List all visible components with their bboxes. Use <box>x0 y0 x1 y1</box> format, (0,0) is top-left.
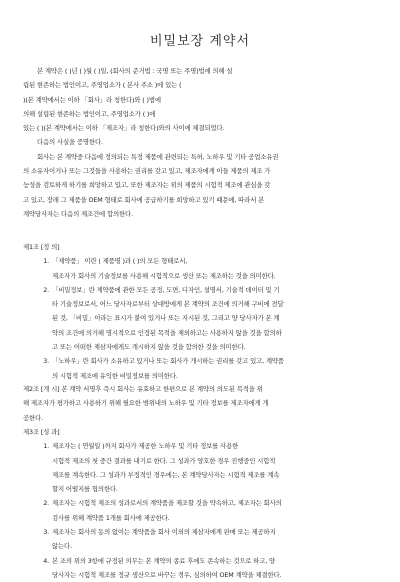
preamble-line: 회사는 본 계약중 다음에 정의되는 특정 제품에 관련되는 특허, 노하우 및 기타 공업소유권 <box>37 152 279 161</box>
item-line: 타 기술정보로서, 어느 당사자로부터 상대방에게 본 계약의 조건에 의거해 구비에 전달 <box>52 300 284 309</box>
article-3-item-1 <box>23 439 377 496</box>
article-3-item-2 <box>23 496 377 525</box>
item-number: 1. <box>43 257 49 266</box>
article-1-heading: 제1조 [정 의] <box>23 243 60 251</box>
preamble-line: 의해 설립된 현존하는 법인이고, 주영업소가 ( )에 <box>23 109 156 118</box>
item-number: 1. <box>43 442 49 451</box>
item-line: 「제약품」 이란 ( 제품명 )과 ( )의 모든 형태로서, <box>52 257 188 266</box>
item-line: 검사를 위해 계약품 1개를 회사에 제공한다. <box>52 513 170 522</box>
item-line: 않는다. <box>52 542 72 551</box>
item-number: 2. <box>43 285 49 294</box>
item-line: 본 조의 위의 3항에 규정된 의무는 본 계약의 종료 후에도 존속하는 것으로 하고, 양 <box>52 556 276 565</box>
article-3-item-4 <box>23 554 377 582</box>
item-number: 4. <box>43 556 49 565</box>
item-number: 3. <box>43 357 49 366</box>
item-line: 「노하우」란 회사가 소유하고 있거나 또는 회사가 개시하는 권리를 갖고 있고, 계약품 <box>52 357 284 366</box>
article-1 <box>23 240 377 383</box>
article-2-line: 공한다. <box>23 413 43 422</box>
item-line: 시험적 제조의 첫 중간 결과를 내기로 한다. 그 성과가 양호한 경우 진행중인 시험적 <box>52 456 276 465</box>
preamble-line: 의 소유자이거나 또는 그것들을 사용하는 권리를 갖고 있고, 제조자에게 이들 제품의 제조 가 <box>23 167 271 176</box>
item-line: 할지 어떨지를 협의한다. <box>52 485 118 494</box>
item-line: 제조자는 회사의 동의 없이는 계약품을 회사 이외의 제삼자에게 판매 또는 제공하지 <box>52 528 276 537</box>
item-line: 고 또는 어떠한 제삼자에게도 개시하지 않을 것을 합의한 것을 의미한다. <box>52 343 246 352</box>
preamble-line: 고 있고, 장래 그 제품을 OEM 형태로 회사에 공급하기를 희망하고 있기 때문에, 따라서 본 <box>23 195 265 204</box>
preamble-line: 본 계약은 ( )년 ( )월 ( )일, (회사의 준거법 : 국명 또는 주명)법에 의해 설 <box>37 67 233 75</box>
article-3-heading: 제3조 [성 과] <box>23 428 60 436</box>
article-1-item-2 <box>23 283 377 354</box>
article-2-line: 제2조 [개 시] 본 계약 서명후 즉시 회사는 유효하고 한편으로 본 계약의 의도된 목적을 위 <box>23 385 263 393</box>
item-number: 3. <box>43 528 49 537</box>
article-2 <box>23 382 377 425</box>
preamble-line: 능성을 검토하게 하기를 희망하고 있고, 또한 제조자는 위의 제품의 시험적 제조에 관심을 갖 <box>23 181 271 190</box>
item-line: 당사자는 시험적 제조를 정규 생산으로 바꾸는 경우, 심의하여 OEM 계약을 체결한다. <box>52 570 282 579</box>
item-line: 「비밀정보」란 계약품에 관한 모든 공정, 도면, 디자인, 설명서, 기술적 데이터 및 기 <box>52 285 280 294</box>
article-1-item-1 <box>23 254 377 283</box>
preamble-line: 다음의 사실을 증명한다. <box>37 138 103 147</box>
item-line: 제조를 계속한다. 그 성과가 부정적인 경우에는, 본 계약당사자는 시험적 제조를 계속 <box>52 470 280 479</box>
item-line: 제조자는 ( 연월일 )까지 회사가 제공한 노하우 및 기타 정보를 사용한 <box>52 442 239 451</box>
article-1-item-3 <box>23 354 377 383</box>
article-2-line: 해 제조자가 평가하고 사용하기 위해 필요한 범위내의 노하우 및 기타 정보를 제조자에게 개 <box>23 399 269 408</box>
item-number: 2. <box>43 499 49 508</box>
item-line: 제조자는 시험적 제조의 성과로서의 계약품을 제조할 것을 약속하고, 제조자는 회사의 <box>52 499 282 508</box>
document-title: 비밀보장 계약서 <box>149 34 251 49</box>
preamble-line: 있는 ( )(본 계약에서는 이하 「제조자」라 칭한다)와의 사이에 체결되었다. <box>23 124 225 133</box>
preamble-line: 립된 현존하는 법인이고, 주영업소가 ( 본사 주소 )에 있는 ( <box>23 81 182 90</box>
article-3-item-3 <box>23 525 377 554</box>
item-line: 된 것, 「비밀」이라는 표시가 붙여 있거나 또는 지시된 것, 그리고 양 당사자가 본 계 <box>52 314 280 323</box>
preamble-line: )(본 계약에서는 이하 「회사」라 칭한다)와 ( )법에 <box>23 95 161 104</box>
article-3 <box>23 425 377 582</box>
preamble <box>23 64 377 221</box>
item-line: 의 시험적 제조에 유익한 비밀정보를 의미한다. <box>52 371 178 380</box>
item-line: 제조자가 회사의 기술정보를 사용해 시험적으로 생산 또는 제조하는 것을 의미한다. <box>52 271 276 280</box>
preamble-line: 계약당사자는 다음의 제조건에 합의한다. <box>23 209 133 218</box>
item-line: 약의 조건에 의거해 명시적으로 인정된 목적을 제외하고는 사용하지 않을 것을 합의하 <box>52 328 282 337</box>
